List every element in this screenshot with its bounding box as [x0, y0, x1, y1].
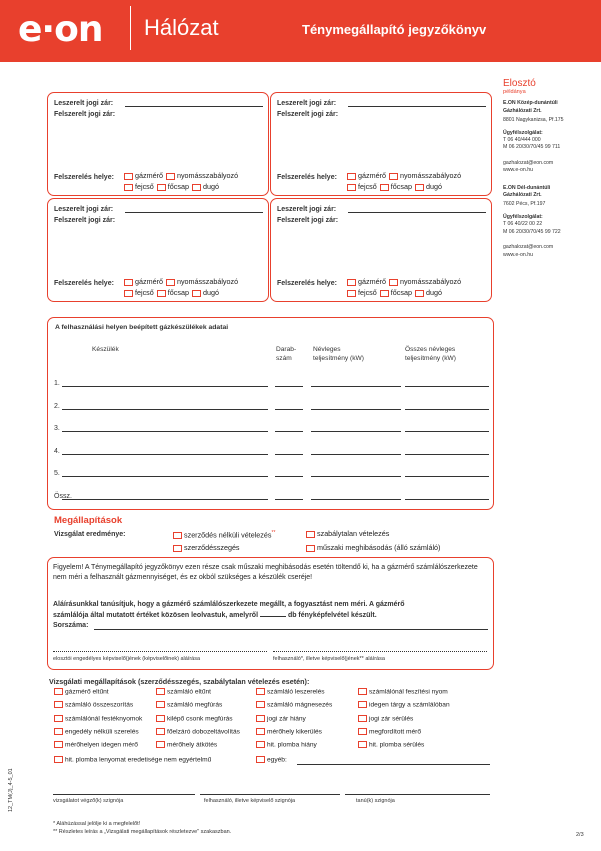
inspection-item-label: kilépő csonk megfúrás: [167, 714, 233, 722]
company2-address: 7602 Pécs, Pf.197: [503, 201, 546, 208]
checkbox[interactable]: [415, 184, 424, 191]
checkbox[interactable]: [347, 184, 356, 191]
appliance-row-number: 4.: [54, 447, 60, 455]
appliance-row-number: 2.: [54, 402, 60, 410]
opt-gasmeter: gázmérő: [135, 277, 163, 286]
header-divider: [130, 6, 131, 50]
inspection-item-label: jogi zár sérülés: [369, 714, 414, 722]
side-code: 12_TM(J)_4-5_01: [8, 768, 14, 812]
opt-headpipe: fejcső: [135, 182, 154, 191]
total-input[interactable]: [405, 499, 489, 500]
seal-installed-label: Felszerelt jogi zár:: [54, 111, 116, 118]
seal-removed-input[interactable]: [125, 106, 263, 107]
opt-regulator: nyomásszabályozó: [176, 277, 239, 286]
opt-mainvalve: főcsap: [390, 182, 412, 191]
seal-removed-label: Leszerelt jogi zár:: [54, 206, 114, 213]
checkbox[interactable]: [347, 279, 356, 286]
opt-gasmeter: gázmérő: [358, 277, 386, 286]
total-input[interactable]: [405, 476, 489, 477]
insp-last-item[interactable]: hit. plomba lenyomat eredetisége nem egyértelmű: [51, 756, 211, 763]
nominal-input[interactable]: [311, 409, 401, 410]
sidebar-subtitle: példánya: [503, 89, 526, 95]
checkbox[interactable]: [256, 688, 265, 695]
count-input[interactable]: [275, 386, 303, 387]
sig3-line[interactable]: [345, 794, 490, 795]
inspection-item-label: számláló mágnesezés: [267, 701, 333, 709]
checkbox[interactable]: [389, 173, 398, 180]
device-input[interactable]: [62, 386, 268, 387]
sig3-label: tanú(k) szignója: [356, 798, 395, 804]
inspection-item-label: mérőhely átkötés: [167, 741, 218, 749]
inspection-item[interactable]: [51, 728, 139, 735]
inspection-item[interactable]: [253, 715, 306, 722]
company2-mobile: M 06 20/30/70/45 99 722: [503, 228, 561, 235]
seal-installed-label: Felszerelt jogi zár:: [277, 111, 339, 118]
checkbox[interactable]: [389, 279, 398, 286]
opt-plug: dugó: [425, 182, 442, 191]
checkbox[interactable]: [54, 756, 63, 763]
company2-email[interactable]: gazhalozat@eon.com: [503, 244, 554, 251]
inspection-item[interactable]: [355, 688, 448, 695]
seal-place-row-2: [121, 181, 219, 192]
seal-installed-label: Felszerelt jogi zár:: [54, 217, 116, 224]
checkbox[interactable]: [256, 741, 265, 748]
checkbox[interactable]: [380, 184, 389, 191]
count-input[interactable]: [275, 409, 303, 410]
inspection-item-label: engedély nélküli szerelés: [65, 728, 139, 736]
inspection-item-label: számlálónál feszítési nyom: [369, 688, 448, 696]
checkbox[interactable]: [54, 715, 63, 722]
inspection-item[interactable]: [153, 728, 240, 735]
sig-line-left[interactable]: [53, 651, 267, 652]
appliance-row-number: 5.: [54, 470, 60, 477]
device-input[interactable]: [62, 431, 268, 432]
inspection-item[interactable]: [51, 701, 133, 708]
inspection-item[interactable]: [355, 701, 450, 708]
seal-removed-label: Leszerelt jogi zár:: [277, 100, 337, 107]
checkbox[interactable]: [358, 728, 367, 735]
checkbox[interactable]: [157, 290, 166, 297]
company1-address: 8801 Nagykanizsa, Pf.175: [503, 117, 564, 124]
col-device: Készülék: [92, 346, 119, 353]
notice-text: Figyelem! A Ténymegállapító jegyzőkönyv ezen része csak műszaki meghibásodás esetén töltendő ki, ha a gázmérő számlálószerkezete nem méri a felhasznált gázmennyiséget, és ez okból szükséges a készülék cseréje!: [53, 564, 478, 581]
checkbox[interactable]: [358, 688, 367, 695]
count-input[interactable]: [275, 499, 303, 500]
page-number: 2/3: [576, 832, 584, 838]
company1-name1: E.ON Közép-dunántúli: [503, 100, 558, 107]
inspection-item[interactable]: [355, 715, 413, 722]
checkbox[interactable]: [156, 688, 165, 695]
checkbox[interactable]: [54, 728, 63, 735]
inspection-item[interactable]: [153, 741, 217, 748]
opt-failure[interactable]: műszaki meghibásodás (álló számláló): [303, 542, 440, 553]
opt-regulator: nyomásszabályozó: [399, 277, 462, 286]
sig2-line[interactable]: [200, 794, 340, 795]
inspection-item-label: jogi zár hiány: [267, 714, 306, 722]
checkbox[interactable]: [306, 545, 315, 552]
opt-breach[interactable]: szerződésszegés: [170, 542, 240, 553]
company2-name2: Gázhálózati Zrt.: [503, 192, 542, 199]
findings-title: Megállapítások: [54, 515, 123, 526]
inspection-title: Vizsgálati megállapítások (szerződésszegés, szabálytalan vételezés esetén):: [49, 677, 310, 686]
appliance-row-number: Össz.: [54, 492, 72, 500]
nominal-input[interactable]: [311, 499, 401, 500]
inspection-item-label: mérőhelyen idegen mérő: [65, 741, 138, 749]
sig-right-label: felhasználó*, illetve képviselő(jének** aláírása: [273, 656, 385, 662]
nominal-input[interactable]: [311, 386, 401, 387]
inspection-item-label: számláló leszerelés: [267, 688, 325, 696]
insp-other[interactable]: egyéb:: [253, 756, 287, 763]
seal-removed-label: Leszerelt jogi zár:: [277, 206, 337, 213]
opt-mainvalve: főcsap: [390, 288, 412, 297]
checkbox[interactable]: [256, 701, 265, 708]
company1-email[interactable]: gazhalozat@eon.com: [503, 159, 554, 166]
sig-left-label: elosztói engedélyes képviselő(jének (képviselőinek) aláírása: [53, 656, 201, 662]
checkbox[interactable]: [256, 715, 265, 722]
inspection-item[interactable]: [153, 688, 211, 695]
nominal-input[interactable]: [311, 476, 401, 477]
inspection-item[interactable]: [51, 741, 138, 748]
checkbox[interactable]: [358, 701, 367, 708]
company2-phone: T 06 40/22 00 22: [503, 221, 543, 228]
opt-mainvalve: főcsap: [167, 288, 189, 297]
eon-logo: e·on: [18, 9, 103, 50]
inspection-item-label: számláló összeszorítás: [65, 701, 134, 709]
device-input[interactable]: [62, 409, 268, 410]
footnote-1: * Aláhúzással jelölje ki a megfelelőt!: [53, 821, 141, 827]
sidebar-title: Elosztó: [503, 78, 536, 89]
sig1-line[interactable]: [53, 794, 195, 795]
seal-place-label: Felszerelés helye:: [277, 174, 337, 181]
checkbox[interactable]: [54, 688, 63, 695]
seal-removed-label: Leszerelt jogi zár:: [54, 100, 114, 107]
count-input[interactable]: [275, 476, 303, 477]
checkbox[interactable]: [156, 741, 165, 748]
inspection-item-label: számláló megfúrás: [167, 701, 223, 709]
device-input[interactable]: [62, 476, 268, 477]
checkbox[interactable]: [192, 290, 201, 297]
company1-web[interactable]: www.e-on.hu: [503, 167, 533, 174]
checkbox[interactable]: [54, 741, 63, 748]
opt-irregular[interactable]: szabálytalan vételezés: [303, 528, 389, 539]
inspection-item-label: hit. plomba sérülés: [369, 741, 425, 749]
footnote-2: ** Részletes leírás a „Vizsgálati megállapítások részletezve" szakaszban.: [53, 829, 232, 835]
checkbox[interactable]: [124, 290, 133, 297]
other-input[interactable]: [297, 764, 490, 765]
checkbox[interactable]: [124, 173, 133, 180]
opt-plug: dugó: [202, 288, 219, 297]
statement-line-2: számlálója által mutatott értéket közösen leolvastuk, amelyről db fényképfelvétel készült.: [53, 612, 377, 619]
checkbox[interactable]: [173, 545, 182, 552]
checkbox[interactable]: [380, 290, 389, 297]
inspection-item[interactable]: [153, 701, 222, 708]
checkbox[interactable]: [173, 532, 182, 539]
inspection-item-label: megfordított mérő: [369, 728, 422, 736]
checkbox[interactable]: [156, 701, 165, 708]
inspection-item-label: számlálónál festéknyomok: [65, 714, 143, 722]
seal-place-row-1: [121, 276, 238, 287]
result-label: Vizsgálat eredménye:: [54, 531, 126, 538]
checkbox[interactable]: [358, 741, 367, 748]
total-input[interactable]: [405, 386, 489, 387]
inspection-item[interactable]: [253, 741, 317, 748]
seal-place-row-1: [344, 276, 461, 287]
inspection-item[interactable]: [153, 715, 233, 722]
checkbox[interactable]: [156, 728, 165, 735]
seal-place-row-2: [344, 181, 442, 192]
checkbox[interactable]: [256, 728, 265, 735]
appliance-row-number: 3.: [54, 425, 60, 432]
serial-input[interactable]: [94, 629, 488, 630]
checkbox[interactable]: [347, 290, 356, 297]
appliances-title: A felhasználási helyen beépített gázkészülékek adatai: [55, 324, 229, 331]
count-input[interactable]: [275, 431, 303, 432]
checkbox[interactable]: [124, 184, 133, 191]
inspection-item[interactable]: [253, 701, 332, 708]
col-nominal: Névleges teljesítmény (kW): [313, 346, 364, 362]
inspection-item-label: gázmérő eltűnt: [65, 688, 109, 696]
opt-gasmeter: gázmérő: [358, 171, 386, 180]
count-input[interactable]: [275, 454, 303, 455]
company1-name2: Gázhálózati Zrt.: [503, 107, 542, 114]
checkbox[interactable]: [347, 173, 356, 180]
company1-mobile: M 06 20/30/70/45 99 711: [503, 144, 561, 151]
checkbox[interactable]: [415, 290, 424, 297]
checkbox[interactable]: [124, 279, 133, 286]
sig2-label: felhasználó, illetve képviselő szignója: [204, 798, 296, 804]
nominal-input[interactable]: [311, 431, 401, 432]
serial-label: Sorszáma:: [53, 622, 89, 629]
col-count: Darab- szám: [276, 346, 297, 362]
opt-regulator: nyomásszabályozó: [176, 171, 239, 180]
inspection-item-label: mérőhely kikerülés: [267, 728, 322, 736]
inspection-item[interactable]: [51, 688, 109, 695]
company1-service: Ügyfélszolgálat:: [503, 129, 543, 136]
statement-line-1: Aláírásunkkal tanúsítjuk, hogy a gázmérő számlálószerkezete megállt, a fogyasztást nem méri. A gázmérő: [53, 601, 405, 608]
company2-service: Ügyfélszolgálat:: [503, 213, 543, 220]
inspection-item-label: hit. plomba hiány: [267, 741, 317, 749]
company1-phone: T 06 40/444 000: [503, 137, 541, 144]
sig1-label: vizsgálatot végző(k) szignója: [53, 798, 124, 804]
seal-installed-label: Felszerelt jogi zár:: [277, 217, 339, 224]
inspection-item-label: főelzáró dobozeltávolítás: [167, 728, 240, 736]
opt-headpipe: fejcső: [135, 288, 154, 297]
inspection-item[interactable]: [355, 741, 424, 748]
checkbox[interactable]: [156, 715, 165, 722]
seal-place-row-2: [344, 287, 442, 298]
checkbox[interactable]: [166, 279, 175, 286]
opt-mainvalve: főcsap: [167, 182, 189, 191]
checkbox[interactable]: [166, 173, 175, 180]
seal-place-label: Felszerelés helye:: [54, 280, 114, 287]
document-title: Ténymegállapító jegyzőkönyv: [302, 22, 487, 37]
nominal-input[interactable]: [311, 454, 401, 455]
seal-place-row-2: [121, 287, 219, 298]
inspection-item-label: idegen tárgy a számlálóban: [369, 701, 450, 709]
checkbox[interactable]: [358, 715, 367, 722]
opt-plug: dugó: [425, 288, 442, 297]
opt-no-contract[interactable]: szerződés nélküli vételezés**: [170, 528, 275, 540]
inspection-item-label: számláló eltűnt: [167, 688, 211, 696]
seal-place-label: Felszerelés helye:: [277, 280, 337, 287]
opt-gasmeter: gázmérő: [135, 171, 163, 180]
brand-name: Hálózat: [144, 15, 219, 40]
total-input[interactable]: [405, 409, 489, 410]
sidebar: [503, 78, 598, 259]
checkbox[interactable]: [192, 184, 201, 191]
seal-place-row-1: [344, 170, 461, 181]
col-total: Összes névleges teljesítmény (kW): [405, 346, 456, 362]
company2-web[interactable]: www.e-on.hu: [503, 251, 533, 258]
seal-removed-input[interactable]: [348, 106, 486, 107]
inspection-item[interactable]: [253, 688, 325, 695]
checkbox[interactable]: [157, 184, 166, 191]
inspection-item[interactable]: [51, 715, 142, 722]
checkbox[interactable]: [54, 701, 63, 708]
inspection-item[interactable]: [355, 728, 421, 735]
opt-headpipe: fejcső: [358, 288, 377, 297]
company2-name1: E.ON Dél-dunántúli: [503, 184, 551, 191]
sig-line-right[interactable]: [273, 651, 487, 652]
device-input[interactable]: [62, 499, 268, 500]
seal-place-row-1: [121, 170, 238, 181]
device-input[interactable]: [62, 454, 268, 455]
opt-regulator: nyomásszabályozó: [399, 171, 462, 180]
checkbox[interactable]: [306, 531, 315, 538]
opt-headpipe: fejcső: [358, 182, 377, 191]
inspection-item[interactable]: [253, 728, 322, 735]
seal-removed-input[interactable]: [125, 212, 263, 213]
opt-plug: dugó: [202, 182, 219, 191]
total-input[interactable]: [405, 454, 489, 455]
seal-place-label: Felszerelés helye:: [54, 174, 114, 181]
total-input[interactable]: [405, 431, 489, 432]
appliance-row-number: 1.: [54, 380, 60, 387]
checkbox[interactable]: [256, 756, 265, 763]
seal-removed-input[interactable]: [348, 212, 486, 213]
